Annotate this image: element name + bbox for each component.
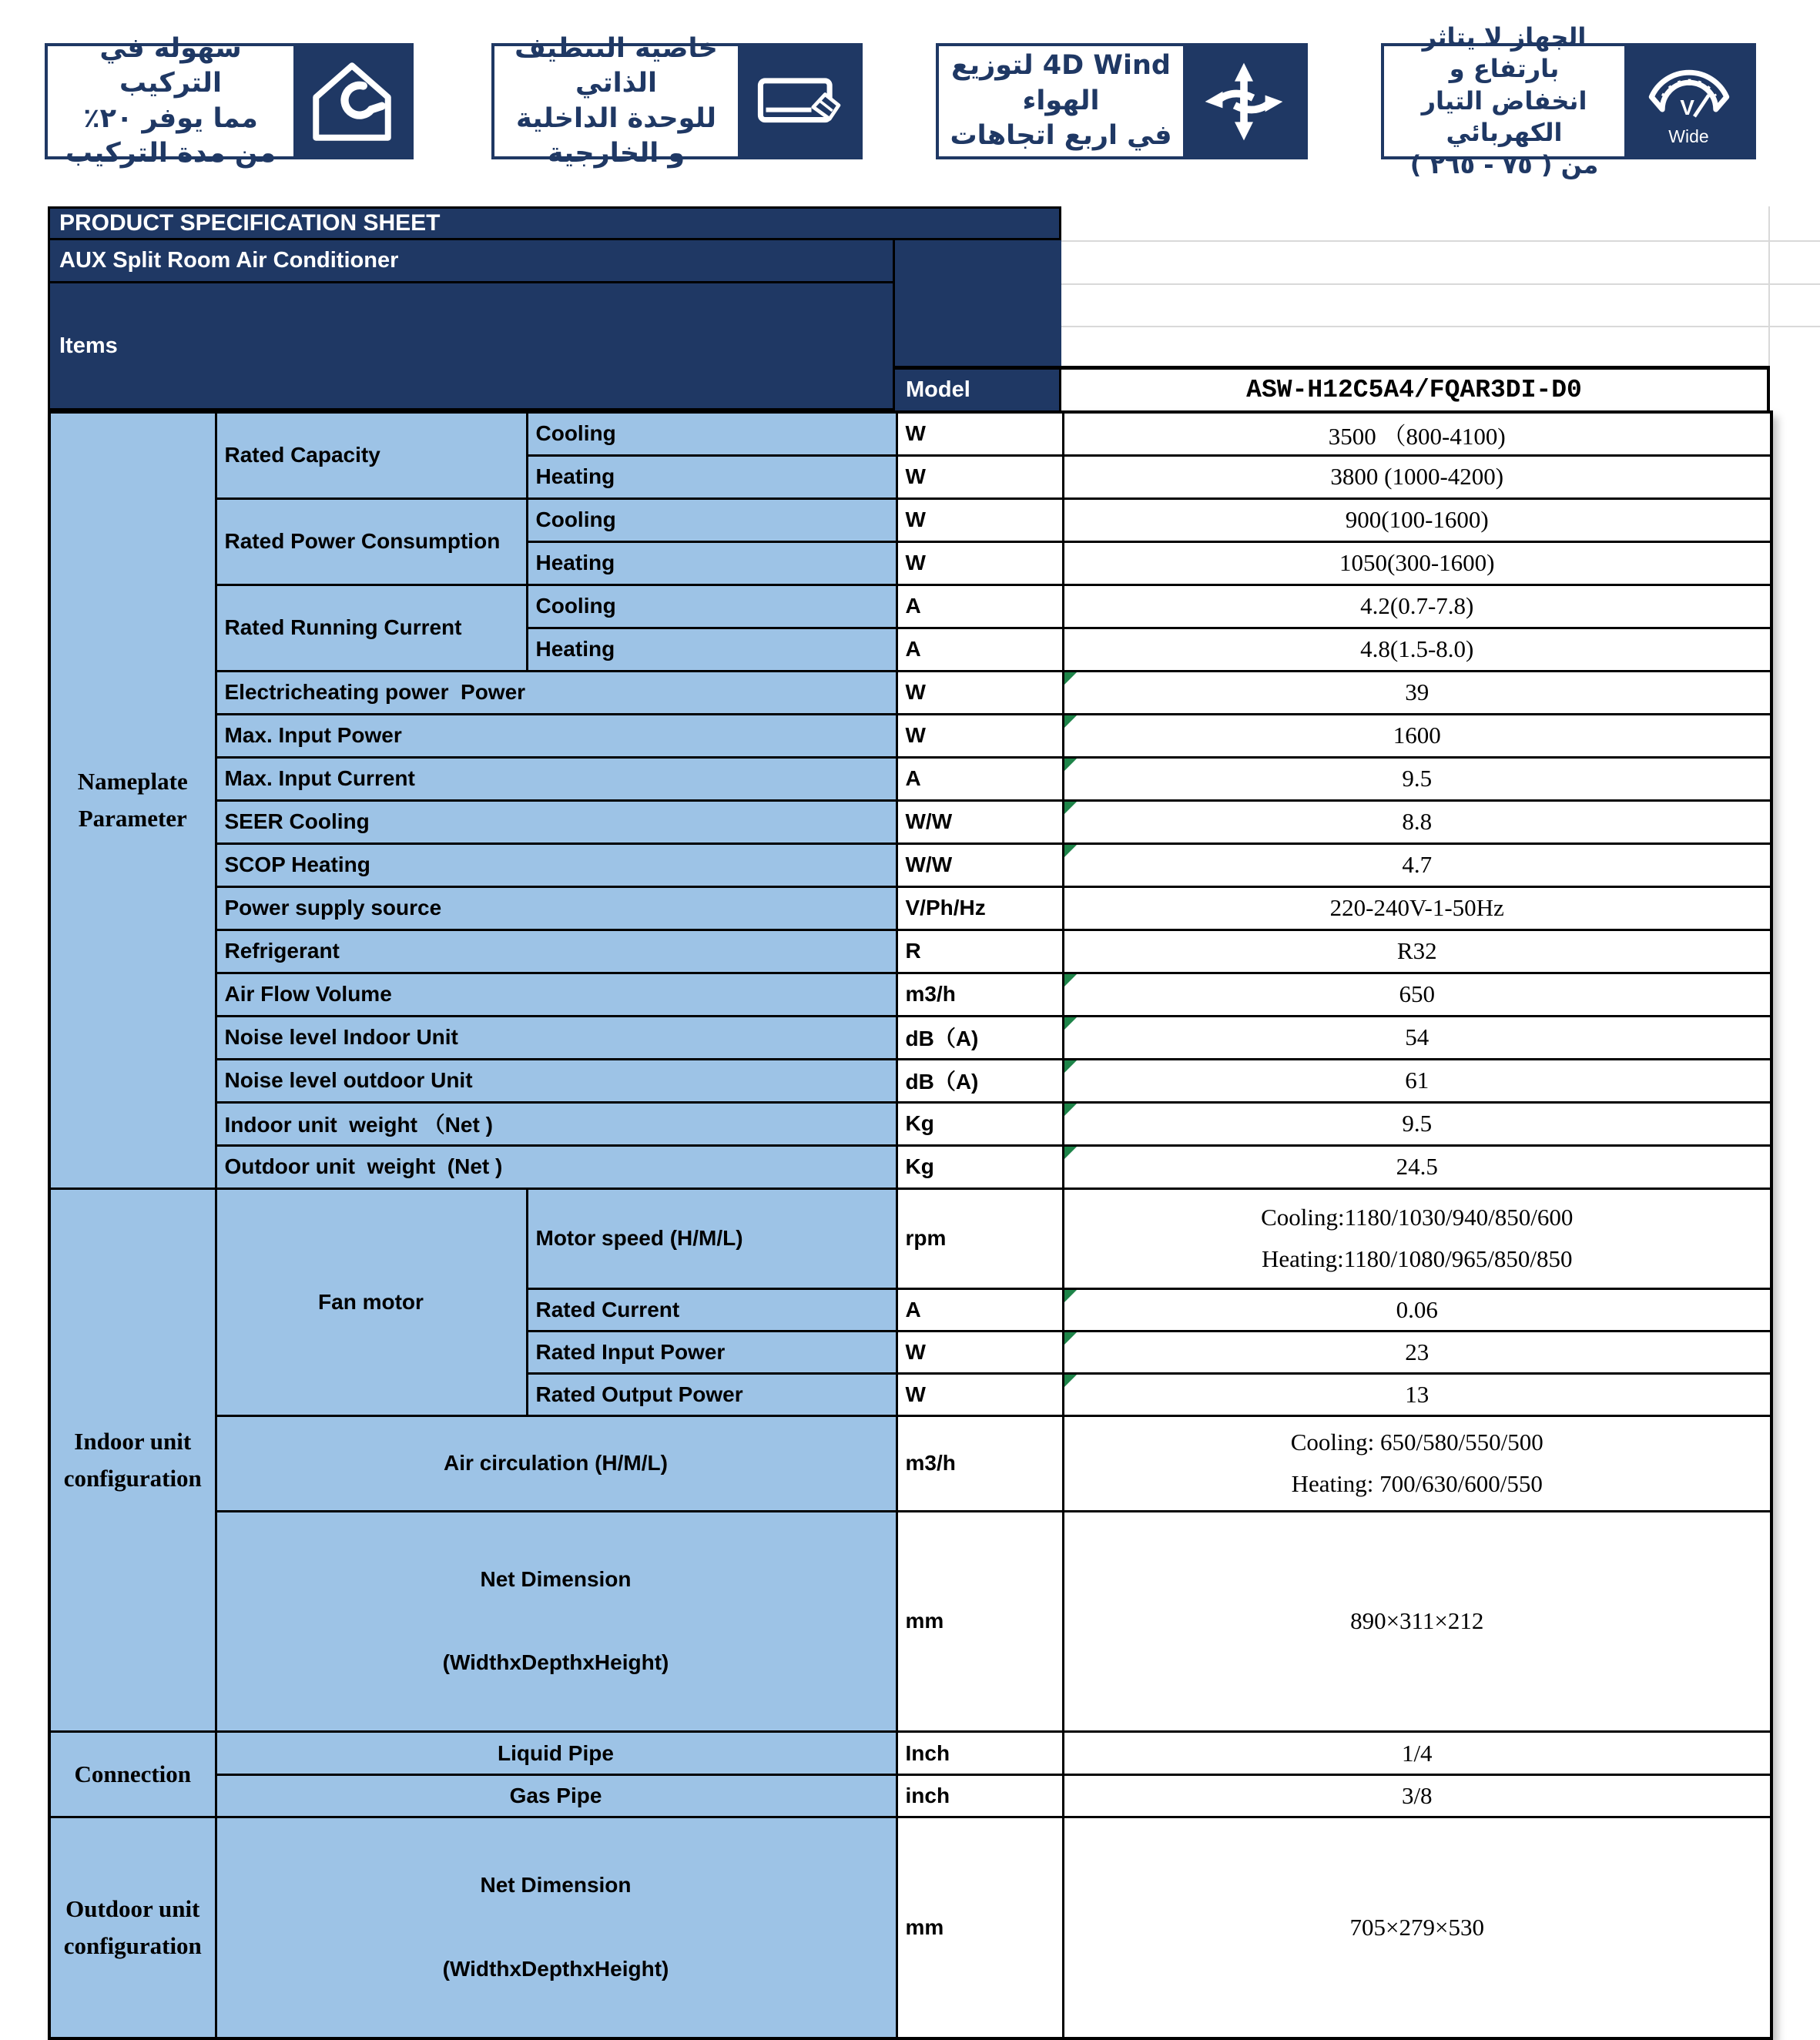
- gauge-letter: V: [1679, 95, 1694, 119]
- unit-cell: inch: [897, 1775, 1063, 1817]
- unit-cell: W/W: [897, 843, 1063, 886]
- badge-line: و الخارجية: [547, 138, 685, 169]
- unit-cell: dB（A): [897, 1059, 1063, 1102]
- badge-line: مما يوفر ٢٠٪: [83, 102, 258, 134]
- gridline: [1061, 326, 1820, 327]
- value-cell: [1063, 1059, 1771, 1102]
- value-text: 9.5: [1402, 765, 1433, 792]
- row-label: Refrigerant: [216, 930, 897, 973]
- row-label-line: Net Dimension: [480, 1566, 632, 1591]
- row-label: Liquid Pipe: [216, 1732, 897, 1775]
- row-label: SCOP Heating: [216, 843, 897, 886]
- value-cell: [1063, 455, 1771, 498]
- sheet-title: PRODUCT SPECIFICATION SHEET: [48, 206, 1061, 240]
- section-connection: Connection: [49, 1732, 216, 1817]
- value-cell: [1063, 886, 1771, 930]
- badge-line: سهولة في التركيب: [99, 32, 242, 99]
- row-label: Max. Input Power: [216, 714, 897, 757]
- value-cell: [1063, 585, 1771, 628]
- spec-table: [48, 410, 1773, 2040]
- note-marker-icon: [1064, 802, 1077, 814]
- value-cell: [1063, 1145, 1771, 1188]
- row-label: Max. Input Current: [216, 757, 897, 800]
- unit-cell: A: [897, 628, 1063, 671]
- gridline: [1061, 283, 1820, 285]
- unit-cell: W: [897, 1373, 1063, 1415]
- value-cell: [1063, 973, 1771, 1016]
- note-marker-icon: [1064, 1332, 1077, 1345]
- unit-cell: dB（A): [897, 1016, 1063, 1059]
- value-cell: [1063, 541, 1771, 585]
- value-text: 705×279×530: [1349, 1913, 1484, 1941]
- sub-label: Cooling: [527, 412, 897, 455]
- sub-label: Rated Input Power: [527, 1331, 897, 1373]
- row-label: Electricheating power Power: [216, 671, 897, 714]
- section-indoor-unit-configuration: Indoor unit configuration: [49, 1188, 216, 1732]
- value-text: 650: [1399, 980, 1435, 1007]
- row-label: [216, 1817, 897, 2038]
- badge-4d-wind: [936, 43, 1308, 159]
- gridline: [1061, 240, 1820, 242]
- row-label-line: (WidthxDepthxHeight): [442, 1650, 669, 1675]
- note-marker-icon: [1064, 672, 1077, 685]
- sub-label: Heating: [527, 455, 897, 498]
- value-cell: [1063, 800, 1771, 843]
- unit-cell: mm: [897, 1817, 1063, 2038]
- value-cell: [1063, 628, 1771, 671]
- value-cell: [1063, 498, 1771, 541]
- value-text: 13: [1405, 1380, 1430, 1408]
- unit-cell: m3/h: [897, 1415, 1063, 1511]
- value-cell: [1063, 1732, 1771, 1775]
- unit-cell: m3/h: [897, 973, 1063, 1016]
- row-label: Gas Pipe: [216, 1775, 897, 1817]
- value-text: R32: [1396, 937, 1437, 964]
- row-label: Noise level outdoor Unit: [216, 1059, 897, 1102]
- value-text: 3/8: [1401, 1782, 1433, 1810]
- note-marker-icon: [1064, 1017, 1077, 1030]
- unit-cell: A: [897, 757, 1063, 800]
- gauge-caption: Wide: [1668, 126, 1709, 146]
- value-text: Heating:1180/1080/965/850/850: [1261, 1245, 1573, 1272]
- ac-unit-diamond-icon: [738, 46, 860, 156]
- value-cell: [1063, 671, 1771, 714]
- unit-cell: W: [897, 412, 1063, 455]
- sub-label: Cooling: [527, 585, 897, 628]
- badge-wide-voltage: [1381, 22, 1756, 179]
- value-text: 900(100-1600): [1345, 506, 1489, 533]
- value-text: 1/4: [1401, 1739, 1433, 1767]
- section-nameplate-parameter: Nameplate Parameter: [49, 412, 216, 1188]
- badge-wide-voltage-text: [1384, 22, 1624, 179]
- unit-cell: V/Ph/Hz: [897, 886, 1063, 930]
- badge-easy-install: [45, 32, 414, 169]
- value-text: 54: [1405, 1023, 1430, 1050]
- value-cell: [1063, 757, 1771, 800]
- unit-cell: R: [897, 930, 1063, 973]
- value-cell: [1063, 930, 1771, 973]
- value-text: 4.2(0.7-7.8): [1360, 592, 1474, 619]
- sub-label: Rated Output Power: [527, 1373, 897, 1415]
- value-text: 23: [1405, 1338, 1430, 1365]
- row-label: [216, 1511, 897, 1732]
- sub-label: Rated Current: [527, 1288, 897, 1331]
- unit-cell: Inch: [897, 1732, 1063, 1775]
- badge-self-clean: [491, 32, 863, 169]
- value-text: 0.06: [1396, 1295, 1438, 1323]
- badge-4d-wind-text: [939, 46, 1183, 156]
- sub-label: Heating: [527, 628, 897, 671]
- unit-cell: W: [897, 671, 1063, 714]
- note-marker-icon: [1064, 715, 1077, 728]
- empty-grid-area: [1061, 206, 1820, 366]
- gridline: [1768, 206, 1770, 366]
- value-text: 4.7: [1402, 851, 1433, 878]
- unit-cell: A: [897, 1288, 1063, 1331]
- value-text: 220-240V-1-50Hz: [1329, 894, 1504, 921]
- value-text: 9.5: [1402, 1110, 1433, 1137]
- value-text: 1050(300-1600): [1339, 549, 1495, 576]
- value-text: 39: [1405, 678, 1430, 705]
- value-cell: [1063, 714, 1771, 757]
- note-marker-icon: [1064, 1104, 1077, 1116]
- value-text: Cooling: 650/580/550/500: [1290, 1428, 1543, 1455]
- value-cell: [1063, 1373, 1771, 1415]
- badge-line: 4D Wind لتوزيع الهواء: [951, 50, 1171, 116]
- badge-line: للوحدة الداخلية: [515, 102, 717, 134]
- voltage-gauge-icon: [1624, 46, 1753, 156]
- unit-cell: W: [897, 498, 1063, 541]
- note-marker-icon: [1064, 845, 1077, 857]
- badge-line: في اربع اتجاهات: [950, 120, 1172, 152]
- four-direction-arrows-icon: [1183, 46, 1305, 156]
- value-text: Cooling:1180/1030/940/850/600: [1261, 1203, 1574, 1231]
- value-cell: [1063, 1415, 1771, 1511]
- row-label: SEER Cooling: [216, 800, 897, 843]
- value-cell: [1063, 412, 1771, 455]
- row-label: Indoor unit weight （Net ): [216, 1102, 897, 1145]
- section-outdoor-unit-configuration: Outdoor unit configuration: [49, 1817, 216, 2038]
- note-marker-icon: [1064, 759, 1077, 771]
- unit-cell: W: [897, 1331, 1063, 1373]
- unit-cell: mm: [897, 1511, 1063, 1732]
- model-header: Model: [895, 366, 1061, 410]
- unit-cell: A: [897, 585, 1063, 628]
- group-fan-motor: Fan motor: [216, 1188, 527, 1415]
- note-marker-icon: [1064, 1375, 1077, 1387]
- badge-self-clean-text: [494, 32, 738, 169]
- items-header: Items: [48, 283, 895, 410]
- unit-cell: Kg: [897, 1102, 1063, 1145]
- unit-cell: W: [897, 541, 1063, 585]
- group-rated-power-consumption: Rated Power Consumption: [216, 498, 527, 585]
- value-text: 3500 （800-4100): [1328, 422, 1506, 450]
- value-cell: [1063, 1188, 1771, 1288]
- badge-line: من مدة التركيب: [65, 138, 276, 169]
- sub-label: Heating: [527, 541, 897, 585]
- row-label-line: Net Dimension: [480, 1873, 632, 1898]
- badge-line: من ( ٧٥ - ٢٦٥ ): [1409, 149, 1599, 179]
- unit-cell: Kg: [897, 1145, 1063, 1188]
- value-cell: [1063, 1288, 1771, 1331]
- badge-line: الجهاز لا يتاثر بارتفاع و: [1422, 22, 1587, 84]
- unit-cell: rpm: [897, 1188, 1063, 1288]
- value-text: 24.5: [1396, 1153, 1438, 1180]
- value-text: Heating: 700/630/600/550: [1291, 1470, 1543, 1497]
- value-cell: [1063, 1775, 1771, 1817]
- unit-cell: W: [897, 714, 1063, 757]
- note-marker-icon: [1064, 1060, 1077, 1073]
- group-rated-running-current: Rated Running Current: [216, 585, 527, 671]
- row-label: Air Flow Volume: [216, 973, 897, 1016]
- house-wrench-icon: [293, 46, 411, 156]
- note-marker-icon: [1064, 1290, 1077, 1302]
- unit-cell: W/W: [897, 800, 1063, 843]
- value-cell: [1063, 1331, 1771, 1373]
- model-value: ASW-H12C5A4/FQAR3DI-D0: [1061, 366, 1770, 410]
- value-cell: [1063, 1511, 1771, 1732]
- value-text: 8.8: [1402, 808, 1433, 835]
- value-text: 890×311×212: [1350, 1607, 1484, 1635]
- badge-line: خاصية التنظيف الذاتي: [514, 32, 718, 99]
- row-label-line: (WidthxDepthxHeight): [442, 1956, 669, 1981]
- note-marker-icon: [1064, 974, 1077, 987]
- badge-easy-install-text: [48, 32, 293, 169]
- sub-label: Motor speed (H/M/L): [527, 1188, 897, 1288]
- value-cell: [1063, 1817, 1771, 2038]
- row-label: Power supply source: [216, 886, 897, 930]
- value-cell: [1063, 1016, 1771, 1059]
- row-label: Air circulation (H/M/L): [216, 1415, 897, 1511]
- value-text: 61: [1405, 1067, 1430, 1094]
- note-marker-icon: [1064, 1147, 1077, 1159]
- badge-line: انخفاض التيار الكهربائي: [1421, 85, 1587, 148]
- model-column-spacer: [895, 240, 1061, 366]
- group-rated-capacity: Rated Capacity: [216, 412, 527, 498]
- value-cell: [1063, 843, 1771, 886]
- sub-label: Cooling: [527, 498, 897, 541]
- row-label: Noise level Indoor Unit: [216, 1016, 897, 1059]
- value-text: 4.8(1.5-8.0): [1360, 635, 1474, 662]
- value-cell: [1063, 1102, 1771, 1145]
- value-text: 3800 (1000-4200): [1330, 463, 1504, 490]
- value-text: 1600: [1393, 722, 1441, 749]
- row-label: Outdoor unit weight (Net ): [216, 1145, 897, 1188]
- unit-cell: W: [897, 455, 1063, 498]
- product-name: AUX Split Room Air Conditioner: [48, 240, 895, 283]
